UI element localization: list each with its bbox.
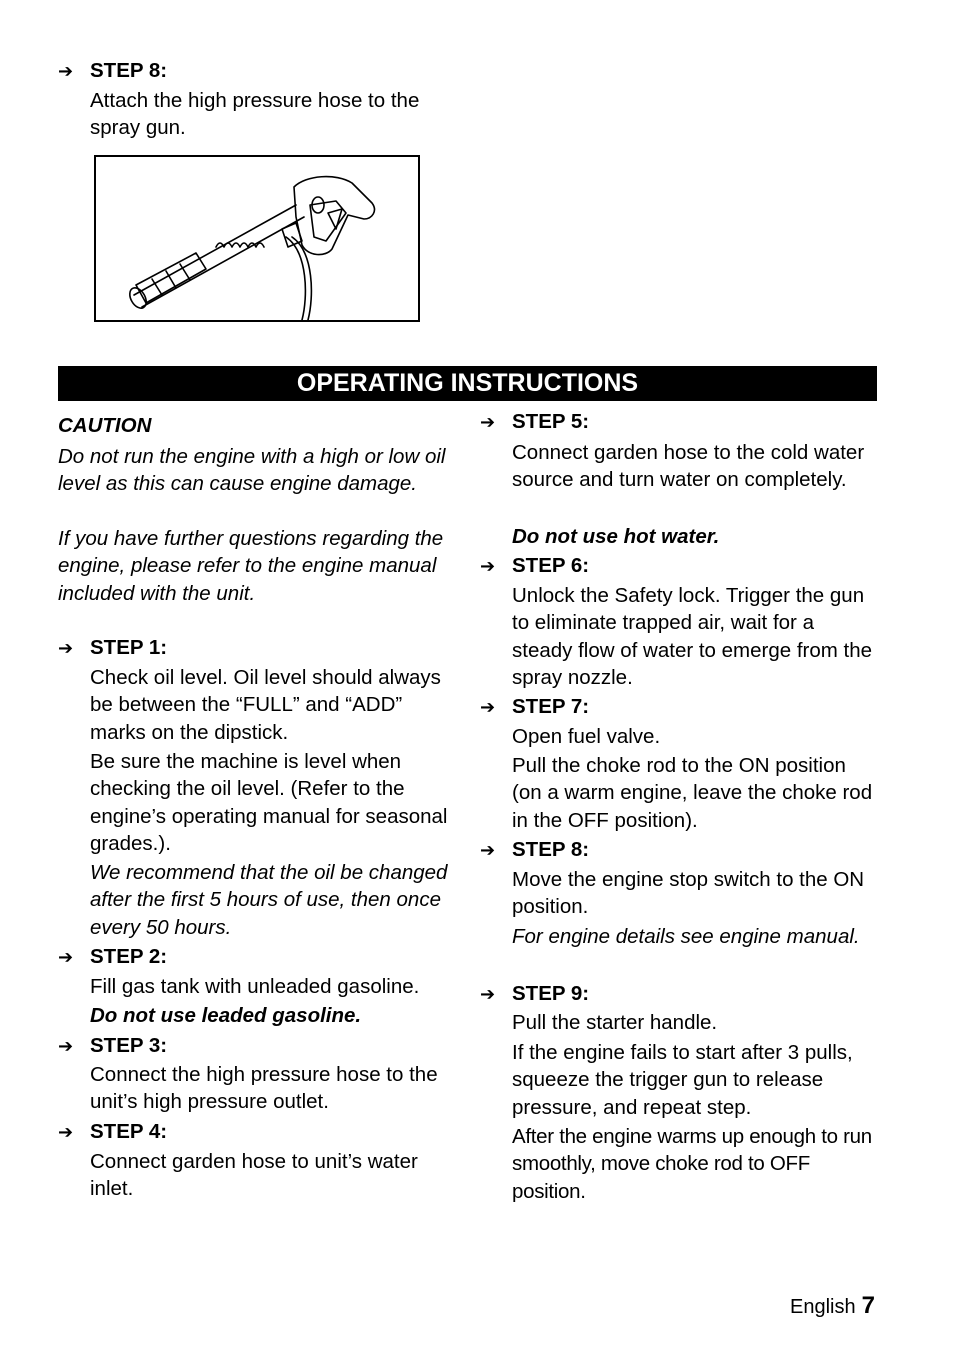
caution-text-2: If you have further questions regarding the engine, please refer to the engine manual included with the unit. bbox=[58, 527, 444, 605]
step5-label: STEP 5: bbox=[512, 410, 590, 433]
step7-label: STEP 7: bbox=[512, 695, 590, 718]
arrow-right-icon: ➔ bbox=[58, 61, 74, 81]
top-step-label: STEP 8: bbox=[90, 59, 168, 82]
step1-text-3: We recommend that the oil be changed after the first 5 hours of use, then once every 50 hours. bbox=[90, 861, 448, 939]
step8-text-2: For engine details see engine manual. bbox=[512, 925, 860, 948]
step5-heading bbox=[480, 408, 589, 436]
step3-text: Connect the high pressure hose to the unit’s high pressure outlet. bbox=[90, 1063, 438, 1114]
step7-heading bbox=[480, 693, 589, 721]
step4-label: STEP 4: bbox=[90, 1120, 168, 1143]
arrow-right-icon: ➔ bbox=[480, 412, 496, 432]
top-step-heading bbox=[58, 57, 167, 85]
step2-heading bbox=[58, 943, 167, 971]
step8-heading bbox=[480, 836, 589, 864]
step9-text-2: If the engine fails to start after 3 pulls, squeeze the trigger gun to release pressure, and repeat step. bbox=[512, 1041, 853, 1119]
top-step-text: Attach the high pressure hose to the spray gun. bbox=[90, 89, 420, 140]
step1-heading bbox=[58, 634, 167, 662]
arrow-right-icon: ➔ bbox=[58, 947, 74, 967]
step1-text-1: Check oil level. Oil level should always be between the “FULL” and “ADD” marks on the dipstick. bbox=[90, 666, 441, 744]
step7-text-2: Pull the choke rod to the ON position (on a warm engine, leave the choke rod in the OFF position). bbox=[512, 754, 873, 832]
step2-warning: Do not use leaded gasoline. bbox=[90, 1004, 362, 1027]
step1-label: STEP 1: bbox=[90, 636, 168, 659]
step6-heading bbox=[480, 552, 589, 580]
step5-text: Connect garden hose to the cold water source and turn water on completely. bbox=[512, 441, 865, 492]
page-number: 7 bbox=[861, 1292, 875, 1319]
step8-text-1: Move the engine stop switch to the ON position. bbox=[512, 868, 865, 919]
footer-language: English bbox=[790, 1296, 856, 1318]
arrow-right-icon: ➔ bbox=[480, 697, 496, 717]
arrow-right-icon: ➔ bbox=[58, 1036, 74, 1056]
page-footer bbox=[790, 1292, 875, 1320]
step1-text-2: Be sure the machine is level when checking the oil level. (Refer to the engine’s operating manual for seasonal grades.). bbox=[90, 750, 448, 855]
step9-heading bbox=[480, 980, 589, 1008]
arrow-right-icon: ➔ bbox=[480, 840, 496, 860]
arrow-right-icon: ➔ bbox=[58, 638, 74, 658]
arrow-right-icon: ➔ bbox=[480, 556, 496, 576]
step9-label: STEP 9: bbox=[512, 982, 590, 1005]
arrow-right-icon: ➔ bbox=[58, 1122, 74, 1142]
caution-heading: CAUTION bbox=[58, 414, 152, 437]
step2-label: STEP 2: bbox=[90, 945, 168, 968]
step6-label: STEP 6: bbox=[512, 554, 590, 577]
spray-gun-icon bbox=[96, 157, 418, 320]
arrow-right-icon: ➔ bbox=[480, 984, 496, 1004]
step6-text: Unlock the Safety lock. Trigger the gun to eliminate trapped air, wait for a steady flow of water to emerge from the spray nozzle. bbox=[512, 584, 873, 689]
step2-text: Fill gas tank with unleaded gasoline. bbox=[90, 975, 420, 998]
step7-text-1: Open fuel valve. bbox=[512, 725, 661, 748]
section-title-banner: OPERATING INSTRUCTIONS bbox=[58, 366, 877, 401]
spray-gun-figure bbox=[94, 155, 420, 322]
step8-label: STEP 8: bbox=[512, 838, 590, 861]
step9-text-1: Pull the starter handle. bbox=[512, 1011, 718, 1034]
step3-heading bbox=[58, 1032, 167, 1060]
step3-label: STEP 3: bbox=[90, 1034, 168, 1057]
step4-heading bbox=[58, 1118, 167, 1146]
step4-text: Connect garden hose to unit’s water inlet. bbox=[90, 1150, 418, 1201]
step9-text-3: After the engine warms up enough to run smoothly, move choke rod to OFF position. bbox=[512, 1125, 872, 1203]
caution-text-1: Do not run the engine with a high or low oil level as this can cause engine damage. bbox=[58, 445, 446, 496]
step5-warning: Do not use hot water. bbox=[512, 525, 720, 548]
